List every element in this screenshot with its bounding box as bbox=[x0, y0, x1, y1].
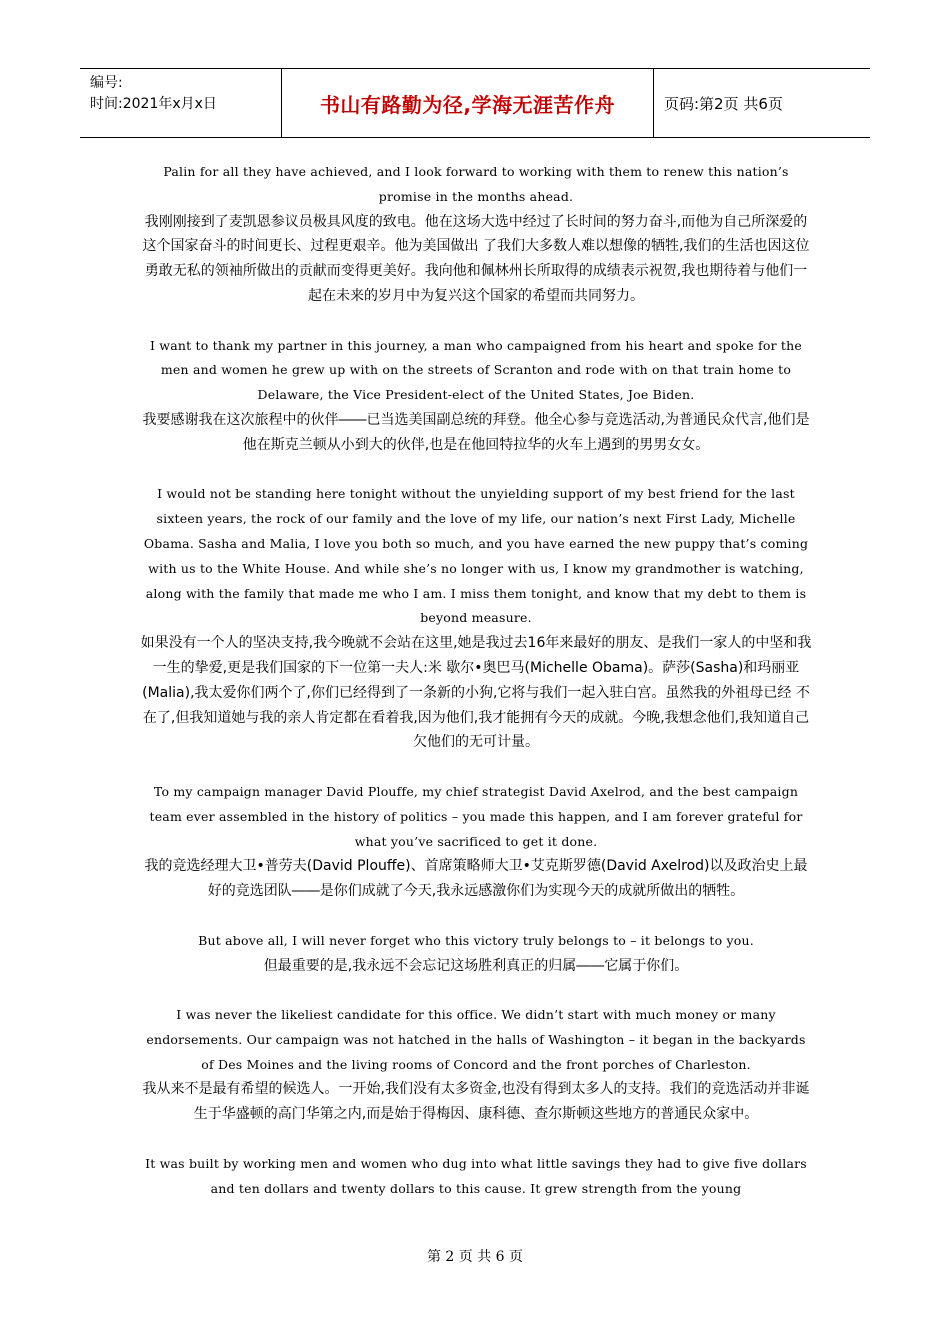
paragraph-zh-3: 如果没有一个人的坚决支持,我今晚就不会站在这里,她是我过去16年来最好的朋友、是我们一家人的中坚和我一生的挚爱,更是我们国家的下一位第一夫人:米 歇尔•奥巴马(Michelle Obama)。萨莎(Sasha)和玛丽亚(Malia),我太爱你们两个了,你们已经得到了一条新的小狗,它将与我们一起入驻白宫。虽然我的外祖母已经 不在了,但我知道她与我的亲人肯定都在看着我,因为他们,我才能拥有今天的成就。今晚,我想念他们,我知道自己欠他们的无可计量。 bbox=[140, 635, 812, 751]
paragraph-en-1: Palin for all they have achieved, and I look forward to working with them to renew this nation’s promise in the months ahead. bbox=[163, 164, 789, 204]
document-body bbox=[140, 160, 812, 1201]
paragraph-en-4: To my campaign manager David Plouffe, my chief strategist David Axelrod, and the best campaign team ever assembled in the history of politics – you made this happen, and I am forever grateful for what you’ve sacrificed to get it done. bbox=[149, 783, 803, 849]
paragraph-en-5: But above all, I will never forget who this victory truly belongs to – it belongs to you. bbox=[198, 932, 754, 948]
header-motto: 书山有路勤为径,学海无涯苦作舟 bbox=[282, 69, 654, 137]
paragraph-en-7: It was built by working men and women who dug into what little savings they had to give five dollars and ten dollars and twenty dollars to this cause. It grew strength from the young bbox=[145, 1155, 807, 1196]
paragraph-zh-4: 我的竞选经理大卫•普劳夫(David Plouffe)、首席策略师大卫•艾克斯罗德(David Axelrod)以及政治史上最好的竞选团队――是你们成就了今天,我永远感激你们为实现今天的成就所做出的牺牲。 bbox=[144, 858, 808, 900]
header-number-label: 编号: bbox=[90, 75, 123, 91]
paragraph-zh-5: 但最重要的是,我永远不会忘记这场胜利真正的归属――它属于你们。 bbox=[263, 957, 689, 974]
page-header bbox=[80, 68, 870, 138]
paragraph-en-2: I want to thank my partner in this journey, a man who campaigned from his heart and spoke for the men and women he grew up with on the streets of Scranton and rode with on that train home to Delaware, the Vice President-elect of the United States, Joe Biden. bbox=[150, 337, 802, 403]
header-meta bbox=[80, 69, 282, 137]
paragraph-zh-6: 我从来不是最有希望的候选人。一开始,我们没有太多资金,也没有得到太多人的支持。我们的竞选活动并非诞生于华盛顿的高门华第之内,而是始于得梅因、康科德、查尔斯顿这些地方的普通民众家中。 bbox=[142, 1081, 810, 1123]
header-date-label: 时间:2021年x月x日 bbox=[90, 96, 217, 112]
paragraph-en-6: I was never the likeliest candidate for this office. We didn’t start with much money or many endorsements. Our campaign was not hatched in the halls of Washington – it began in the backyards of Des Moines and the living rooms of Concord and the front porches of Charleston. bbox=[146, 1007, 806, 1072]
header-page-label: 页码:第2页 共6页 bbox=[664, 94, 783, 113]
paragraph-en-3: I would not be standing here tonight without the unyielding support of my best friend for the last sixteen years, the rock of our family and the love of my life, our nation’s next First Lady, Michelle Obama. Sasha and Malia, I love you both so much, and you have earned the new puppy that’s coming with us to the White House. And while she’s no longer with us, I know my grandmother is watching, along with the family that made me who I am. I miss them tonight, and know that my debt to them is beyond measure. bbox=[143, 486, 809, 626]
paragraph-zh-2: 我要感谢我在这次旅程中的伙伴――已当选美国副总统的拜登。他全心参与竞选活动,为普通民众代言,他们是他在斯克兰顿从小到大的伙伴,也是在他回特拉华的火车上遇到的男男女女。 bbox=[142, 411, 810, 453]
paragraph-zh-1: 我刚刚接到了麦凯恩参议员极具风度的致电。他在这场大选中经过了长时间的努力奋斗,而他为自己所深爱的这个国家奋斗的时间更长、过程更艰辛。他为美国做出 了我们大多数人难以想像的牺牲,我们的生活也因这位勇敢无私的领袖所做出的贡献而变得更美好。我向他和佩林州长所取得的成绩表示祝贺,我也期待着与他们一 起在未来的岁月中为复兴这个国家的希望而共同努力。 bbox=[142, 213, 810, 304]
page-footer: 第 2 页 共 6 页 bbox=[426, 1249, 524, 1265]
